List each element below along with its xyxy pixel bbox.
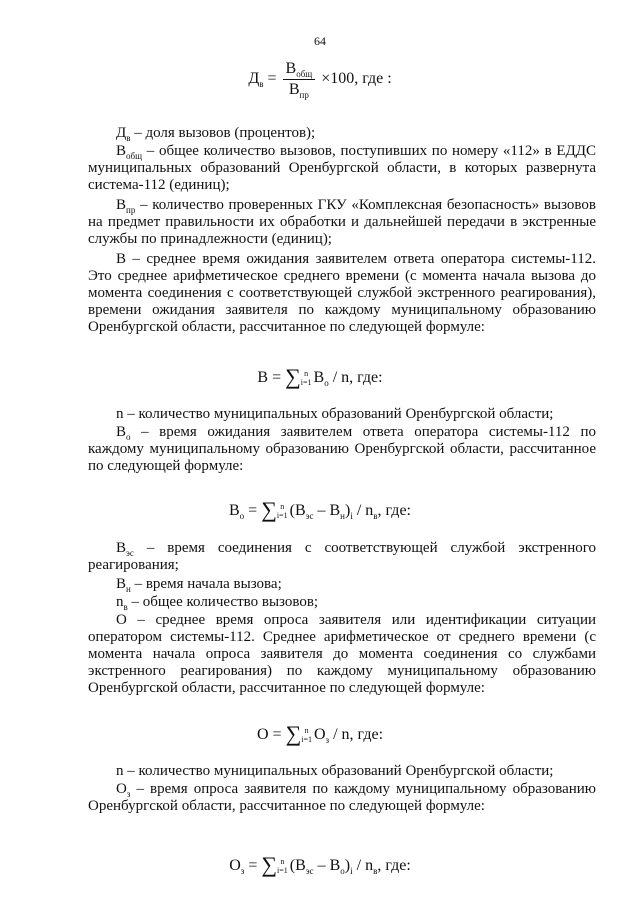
- sum-symbol: ∑: [261, 852, 278, 877]
- definition-n: n – количество муниципальных образований Оренбургской области;: [116, 406, 554, 422]
- definition-nv: $n_в$ – общее количество вызовов;: [116, 594, 319, 612]
- formula-oz: $О_з$ = ∑ n i=1 $(В_{эс} - В_о)_i / n_в$, где:: [229, 852, 411, 877]
- sum-symbol: ∑: [261, 497, 277, 522]
- formula-tail: ×100, где :: [321, 70, 392, 88]
- definition-dv: $Д_в$ – доля вызовов (процентов);: [116, 125, 316, 143]
- sum-symbol: ∑: [285, 721, 302, 746]
- formula-vo: $В_о$ = ∑ n i=1 $(В_{эс} - В_н)_i / n_в$, где:: [229, 497, 411, 522]
- definition-avg-interview: О – среднее время опроса заявителя или идентификации ситуации оператором системы-112. Среднее арифметическое от среднего времени (с момента начала опроса заявителя до момента соединения со службами экстренного реагирования) по каждому муниципальному образованию Оренбургской области, рассчитанное по следующей формуле:: [88, 612, 596, 696]
- formula-lhs: $Д_в$: [248, 70, 264, 90]
- fraction: $\frac{В_{общ}}{В_{пр}}$: [283, 60, 316, 99]
- page-number: 64: [314, 34, 326, 48]
- formula-avg-wait: В = ∑ n i=1 $В_о$ / n, где:: [257, 364, 383, 389]
- definition-oz: $О_з$ – время опроса заявителя по каждому муниципальному образованию Оренбургской области, рассчитанное по следующей формуле:: [88, 781, 596, 814]
- definition-n-2: n – количество муниципальных образований Оренбургской области;: [116, 763, 554, 779]
- formula-avg-interview: О = ∑ n i=1 $О_з$ / n, где:: [256, 721, 384, 746]
- definition-ves: $В_{эс}$ – время соединения с соответствующей службой экстренного реагирования;: [88, 540, 596, 573]
- definition-vpr: $В_{пр}$ – количество проверенных ГКУ «Комплексная безопасность» вызовов на предмет правильности их обработки и дальнейшей передачи в экстренные службы по принадлежности (единиц);: [88, 197, 596, 247]
- definition-vn: $В_н$ – время начала вызова;: [116, 576, 282, 594]
- definition-vo: $В_о$ – время ожидания заявителем ответа оператора системы-112 по каждому муниципальному образованию Оренбургской области, рассчитанное по следующей формуле:: [88, 424, 596, 474]
- definition-avg-wait: В – среднее время ожидания заявителем ответа оператора системы-112. Это среднее арифметическое среднего времени (с момента начала вызова до момента соединения с соответствующей службой экстренного реагирования), времени ожидания заявителя по каждому муниципальному образованию Оренбургской области, рассчитанное по следующей формуле:: [88, 251, 596, 335]
- definition-vobsh: $В_{общ}$ – общее количество вызовов, поступивших по номеру «112» в ЕДДС муниципальных образований Оренбургской области, в которых развернута система-112 (единиц);: [88, 143, 596, 193]
- sum-symbol: ∑: [285, 364, 301, 389]
- formula-share-of-calls: $Д_в$ = $\frac{В_{общ}}{В_{пр}}$ ×100, где :: [248, 60, 392, 101]
